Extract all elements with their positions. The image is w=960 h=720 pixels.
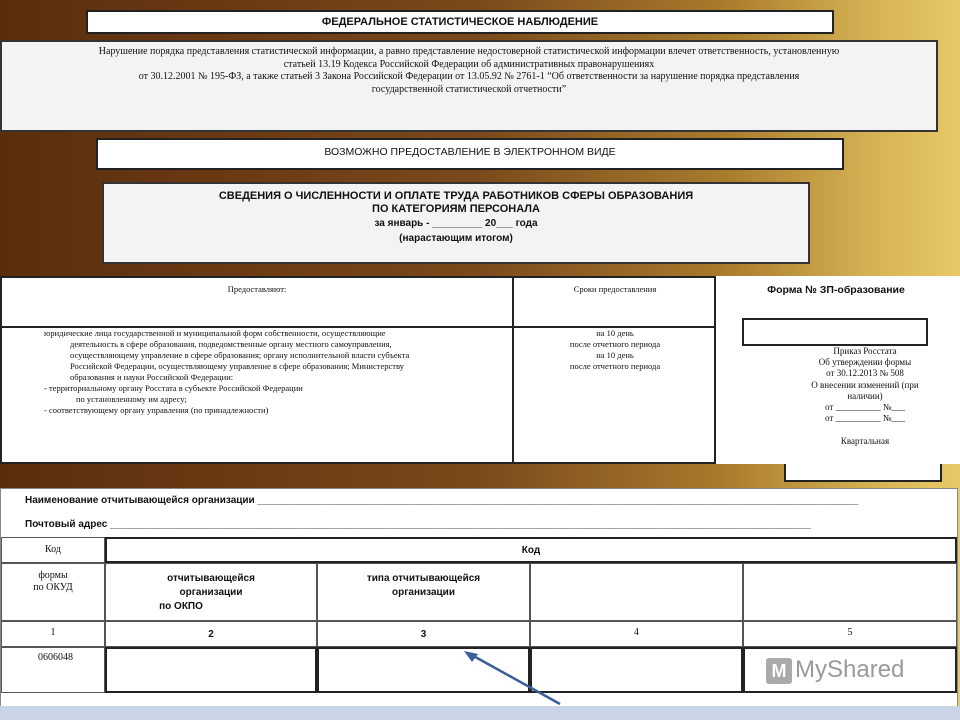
deadline-line: после отчетного периода bbox=[569, 339, 661, 349]
org-name-input[interactable]: ____________________________________________________________________________________________________________ bbox=[257, 495, 859, 506]
order-line: Об утверждении формы bbox=[818, 357, 912, 368]
col-number: 1 bbox=[1, 621, 105, 647]
order-line: Приказ Росстата bbox=[833, 346, 897, 356]
code-header-right: Код bbox=[105, 537, 957, 563]
submitters-line: образования и науки Российской Федерации: bbox=[70, 372, 234, 382]
order-line: от __________ №___ bbox=[825, 402, 905, 413]
submitters-line: юридические лица государственной и муниципальной форм собственности, осуществляющие bbox=[44, 328, 386, 338]
col-okud-line: по ОКУД bbox=[33, 582, 73, 593]
order-line: от __________ №___ bbox=[825, 413, 905, 424]
deadlines-column bbox=[514, 278, 716, 462]
order-line: наличии) bbox=[847, 390, 883, 401]
form-info-block bbox=[716, 276, 960, 464]
report-cumulative: (нарастающим итогом) bbox=[399, 233, 513, 244]
org-address-label: Почтовый адрес bbox=[25, 519, 108, 530]
period-box bbox=[784, 464, 942, 482]
org-address-input[interactable]: ______________________________________________________________________________________________________________________________ bbox=[110, 519, 811, 530]
electronic-submission-note: ВОЗМОЖНО ПРЕДОСТАВЛЕНИЕ В ЭЛЕКТРОННОМ ВИДЕ bbox=[96, 138, 844, 170]
footer-bar bbox=[0, 706, 960, 720]
report-period: за январь - _________ 20___ года bbox=[374, 218, 538, 229]
submitters-header: Предоставляют: bbox=[227, 284, 287, 294]
submitters-line: Российской Федерации, осуществляющему управление в сфере образования; Министерству bbox=[70, 361, 404, 371]
submitters-line: - территориальному органу Росстата в субъекте Российской Федерации bbox=[44, 383, 303, 393]
form-number: Форма № ЗП-образование bbox=[767, 284, 905, 296]
col-number: 5 bbox=[743, 621, 957, 647]
report-title-line: ПО КАТЕГОРИЯМ ПЕРСОНАЛА bbox=[372, 203, 540, 215]
watermark-logo bbox=[766, 656, 904, 684]
deadline-line: после отчетного периода bbox=[569, 361, 661, 371]
col-type-line: типа отчитывающейся bbox=[366, 573, 481, 584]
col-type-header bbox=[317, 563, 530, 621]
submitters-column bbox=[2, 278, 514, 462]
col5-header bbox=[743, 563, 957, 621]
col-okpo-line: по ОКПО bbox=[159, 601, 203, 612]
warning-line: Нарушение порядка представления статистической информации, а равно представление недостоверной статистической информации влечет ответственность, установленную bbox=[98, 46, 840, 57]
col-type-line: организации bbox=[392, 587, 455, 598]
org-name-row bbox=[25, 495, 858, 506]
col-okpo-header bbox=[105, 563, 317, 621]
submission-table bbox=[0, 276, 716, 464]
warning-line: от 30.12.2001 № 195-ФЗ, а также статьей 3 Закона Российской Федерации от 13.05.92 № 2761-1 “Об ответственности за нарушение порядка представления bbox=[138, 71, 800, 82]
deadlines-header: Сроки предоставления bbox=[573, 284, 657, 294]
watermark-icon: M bbox=[766, 658, 792, 684]
order-details bbox=[776, 346, 954, 448]
submitters-line: - соответствующему органу управления (по принадлежности) bbox=[44, 405, 269, 415]
form-header: ФЕДЕРАЛЬНОЕ СТАТИСТИЧЕСКОЕ НАБЛЮДЕНИЕ bbox=[86, 10, 834, 34]
period-label: Квартальная bbox=[840, 436, 890, 447]
col-number: 4 bbox=[530, 621, 743, 647]
report-title-line: СВЕДЕНИЯ О ЧИСЛЕННОСТИ И ОПЛАТЕ ТРУДА РАБОТНИКОВ СФЕРЫ ОБРАЗОВАНИЯ bbox=[218, 190, 694, 202]
code-header-left: Код bbox=[1, 537, 105, 563]
order-line: от 30.12.2013 № 508 bbox=[826, 368, 904, 379]
warning-line: статьей 13.19 Кодекса Российской Федерации об административных правонарушениях bbox=[283, 58, 655, 70]
org-address-row bbox=[25, 519, 811, 530]
okpo-input-cell[interactable] bbox=[105, 647, 317, 693]
order-line: О внесении изменений (при bbox=[811, 379, 919, 390]
legal-warning bbox=[0, 40, 938, 132]
watermark-text: MyShared bbox=[795, 656, 905, 683]
col-number: 2 bbox=[105, 621, 317, 647]
submitters-text bbox=[2, 320, 512, 416]
submitters-line: деятельность в сфере образования, подведомственные органу местного самоуправления, bbox=[70, 339, 392, 349]
col-okud-line: формы bbox=[38, 570, 68, 581]
col-number: 3 bbox=[317, 621, 530, 647]
col-okpo-line: отчитывающейся bbox=[167, 573, 255, 584]
okud-code-value: 0606048 bbox=[1, 647, 105, 693]
report-title bbox=[102, 182, 810, 264]
col-okpo-line: организации bbox=[179, 587, 243, 598]
submitters-line: по установленному им адресу; bbox=[76, 394, 187, 404]
form-code-field bbox=[742, 318, 928, 346]
submitters-line: осуществляющему управление в сфере образования; органу исполнительной власти субъекта bbox=[70, 350, 410, 360]
table-divider bbox=[2, 326, 714, 328]
warning-line: государственной статистической отчетности” bbox=[371, 83, 567, 95]
col4-header bbox=[530, 563, 743, 621]
pointer-arrow bbox=[460, 648, 570, 708]
deadline-line: на 10 день bbox=[596, 350, 634, 360]
deadline-line: на 10 день bbox=[596, 328, 634, 338]
org-name-label: Наименование отчитывающейся организации bbox=[25, 495, 255, 506]
